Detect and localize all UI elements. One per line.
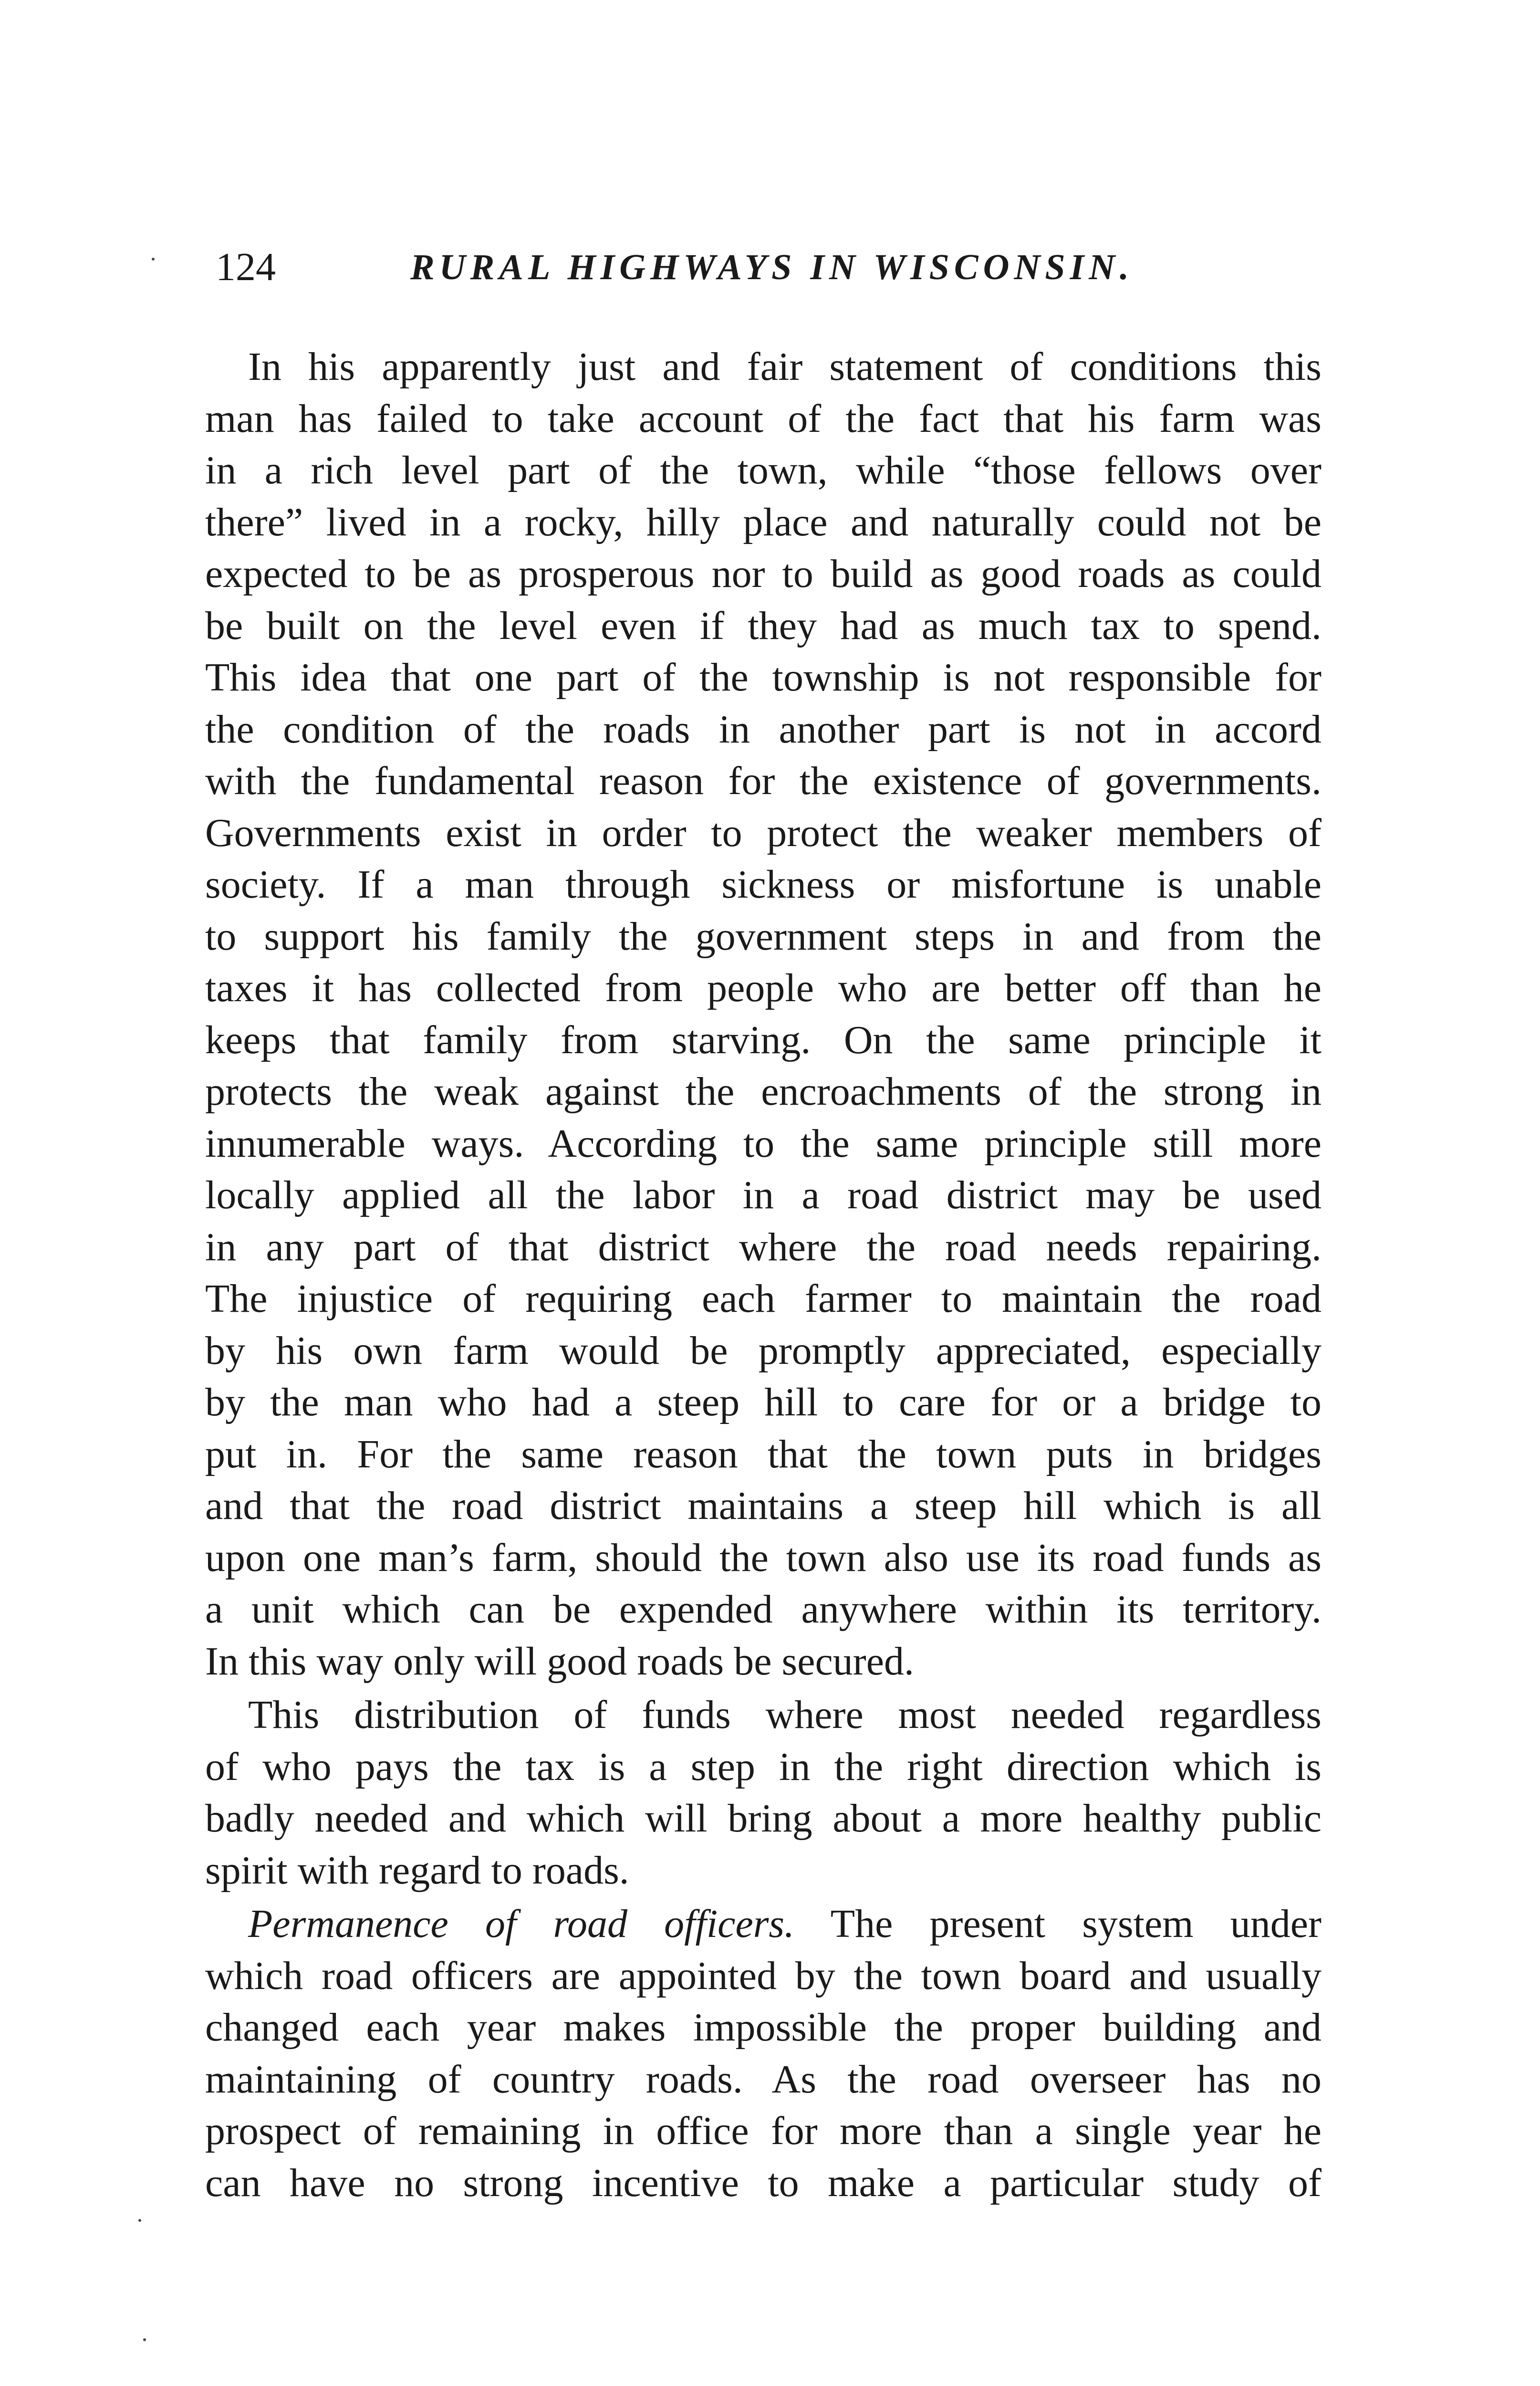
text-line: spirit with regard to roads. bbox=[205, 1848, 629, 1893]
text-line: expected to be as prosperous nor to build as good roads as could bbox=[205, 552, 1321, 596]
text-line: maintaining of country roads. As the road overseer has no bbox=[205, 2057, 1321, 2102]
text-line: innumerable ways. According to the same principle still more bbox=[205, 1121, 1321, 1166]
text-line: put in. For the same reason that the town puts in bridges bbox=[205, 1432, 1321, 1476]
paragraph-2 bbox=[205, 1689, 1321, 1896]
text-line: by his own farm would be promptly appreciated, especially bbox=[205, 1328, 1321, 1373]
text-line: society. If a man through sickness or misfortune is unable bbox=[205, 862, 1321, 907]
text-line: in a rich level part of the town, while “those fellows over bbox=[205, 448, 1321, 492]
text-line: which road officers are appointed by the town board and usually bbox=[205, 1953, 1321, 1998]
print-speck bbox=[143, 2338, 146, 2341]
body-text bbox=[205, 341, 1321, 2209]
text-line: can have no strong incentive to make a particular study of bbox=[205, 2160, 1321, 2205]
text-line: In this way only will good roads be secured. bbox=[205, 1639, 915, 1684]
text-line: with the fundamental reason for the existence of governments. bbox=[205, 759, 1321, 803]
text-line: This distribution of funds where most needed regardless bbox=[248, 1693, 1321, 1737]
text-run: The present system under bbox=[794, 1902, 1321, 1946]
text-line: keeps that family from starving. On the same principle it bbox=[205, 1017, 1321, 1062]
section-lead-in: Permanence of road officers. bbox=[248, 1902, 795, 1946]
page-header bbox=[205, 239, 1350, 296]
print-speck bbox=[152, 258, 155, 261]
text-line: man has failed to take account of the fact that his farm was bbox=[205, 396, 1321, 441]
text-line: Governments exist in order to protect the weaker members of bbox=[205, 810, 1321, 855]
text-line bbox=[205, 1898, 1321, 1950]
text-line: in any part of that district where the road needs repairing. bbox=[205, 1224, 1321, 1269]
page-number: 124 bbox=[216, 245, 276, 289]
paragraph-1 bbox=[205, 341, 1321, 1687]
text-line: This idea that one part of the township is not responsible for bbox=[205, 655, 1321, 700]
text-line: locally applied all the labor in a road district may be used bbox=[205, 1173, 1321, 1217]
running-head: RURAL HIGHWAYS IN WISCONSIN. bbox=[410, 247, 1134, 287]
text-line: be built on the level even if they had as much tax to spend. bbox=[205, 603, 1321, 648]
text-line: protects the weak against the encroachments of the strong in bbox=[205, 1069, 1321, 1114]
text-line: prospect of remaining in office for more than a single year he bbox=[205, 2109, 1321, 2153]
text-line: to support his family the government steps in and from the bbox=[205, 914, 1321, 959]
text-line: and that the road district maintains a steep hill which is all bbox=[205, 1484, 1321, 1528]
text-line: of who pays the tax is a step in the right direction which is bbox=[205, 1744, 1321, 1789]
text-line: there” lived in a rocky, hilly place and naturally could not be bbox=[205, 500, 1321, 544]
text-line: a unit which can be expended anywhere within its territory. bbox=[205, 1587, 1321, 1632]
text-line: The injustice of requiring each farmer to maintain the road bbox=[205, 1277, 1321, 1321]
text-line: upon one man’s farm, should the town also use its road funds as bbox=[205, 1535, 1321, 1580]
print-speck bbox=[138, 2219, 141, 2222]
text-line: badly needed and which will bring about a more healthy public bbox=[205, 1796, 1321, 1841]
paragraph-3 bbox=[205, 1898, 1321, 2209]
text-line: In his apparently just and fair statement of conditions this bbox=[248, 345, 1321, 389]
text-line: the condition of the roads in another part is not in accord bbox=[205, 707, 1321, 752]
text-line: taxes it has collected from people who are better off than he bbox=[205, 966, 1321, 1010]
text-line: by the man who had a steep hill to care for or a bridge to bbox=[205, 1380, 1321, 1424]
text-line: changed each year makes impossible the proper building and bbox=[205, 2005, 1321, 2050]
